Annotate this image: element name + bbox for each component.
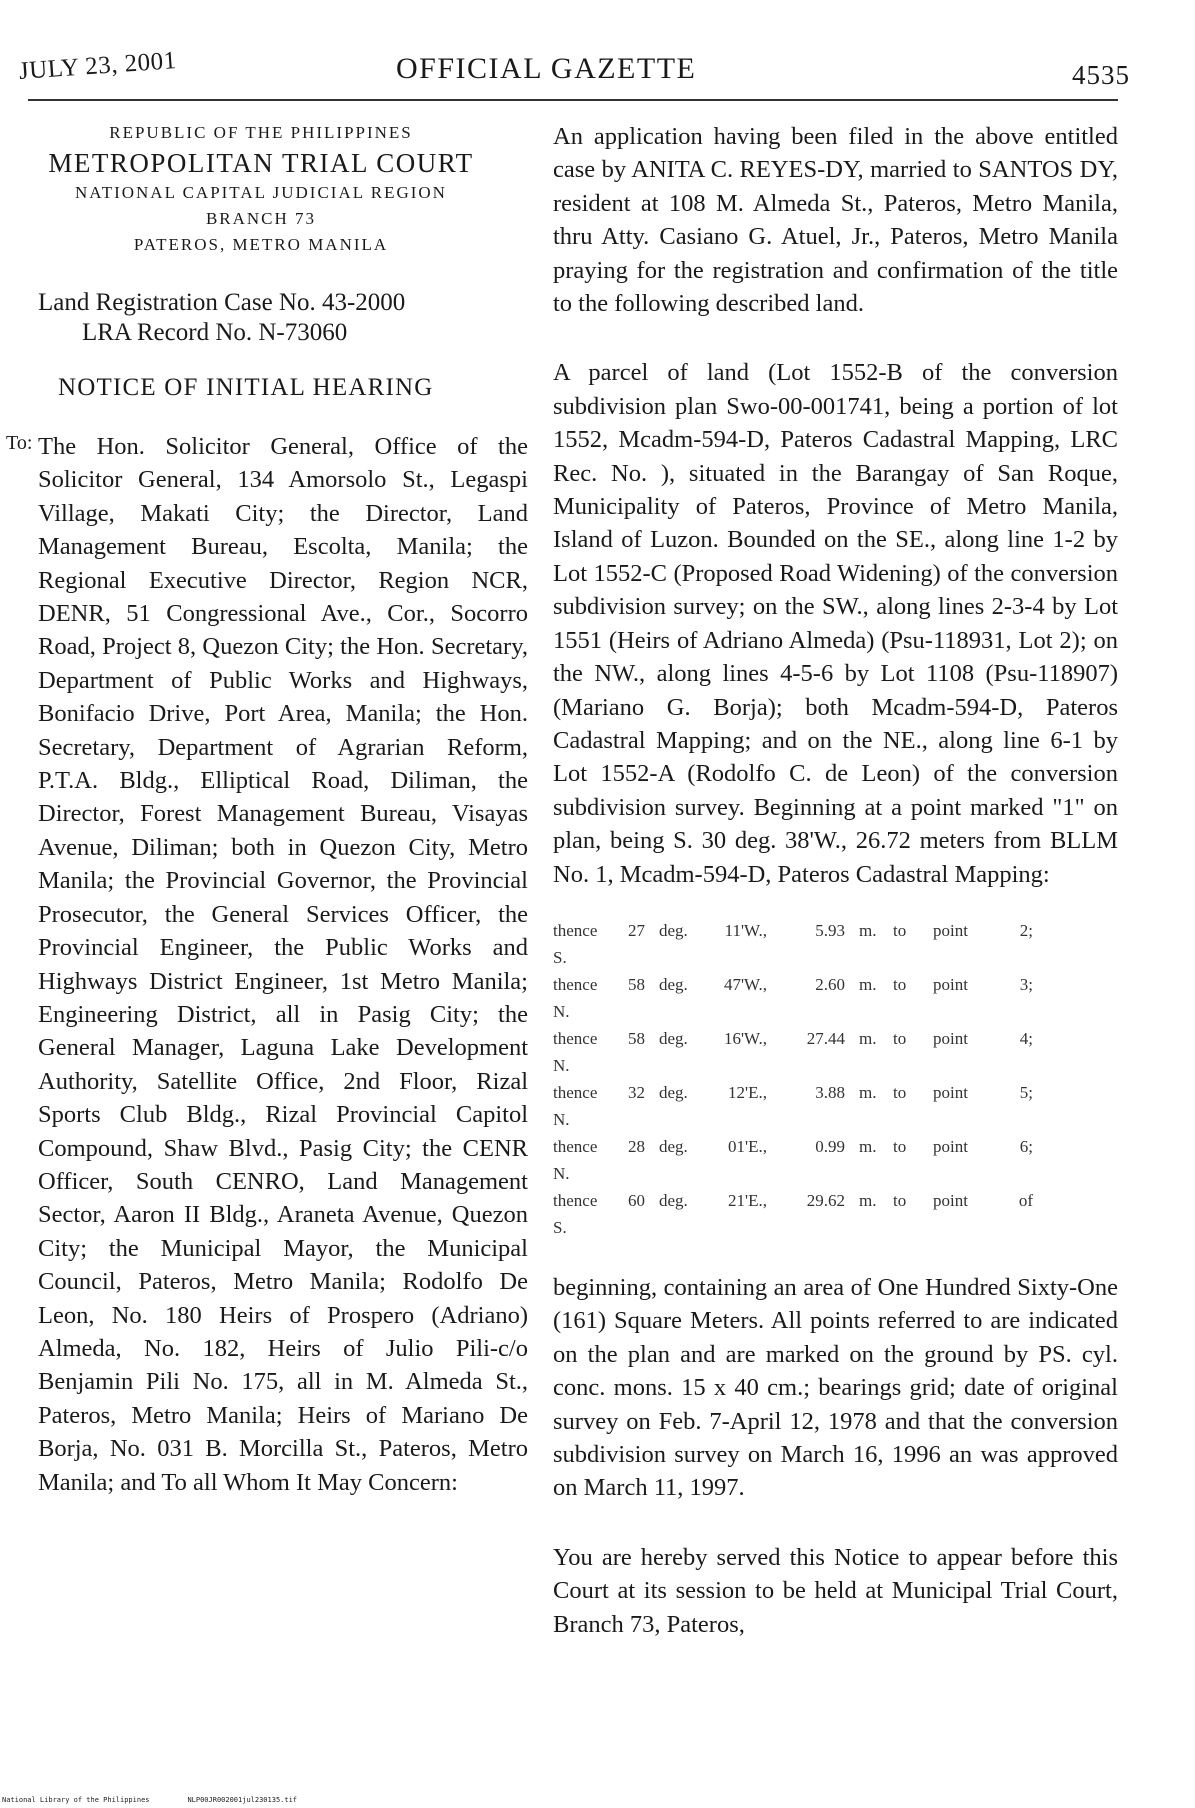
bearing-dist: 27.44 <box>806 1028 845 1048</box>
bearing-deg: 32 <box>628 1082 645 1102</box>
bearing-point: point <box>933 1190 968 1210</box>
bearing-thence: thence N. <box>553 1082 598 1129</box>
court-heading <box>46 120 476 258</box>
issue-date: JULY 23, 2001 <box>18 47 178 86</box>
addressee-list: The Hon. Solicitor General, Office of the Solicitor General, 134 Amorsolo St., Legaspi Village, Makati City; the Director, Land Management Bureau, Escolta, Manila; the Regional Executive Director, Region NCR, DENR, 51 Congressional Ave., Cor., Socorro Road, Project 8, Quezon City; the Hon. Secretary, Department of Public Works and Highways, Bonifacio Drive, Port Area, Manila; the Hon. Secretary, Department of Agrarian Reform, P.T.A. Bldg., Elliptical Road, Diliman, the Director, Forest Management Bureau, Visayas Avenue, Diliman; both in Quezon City, Metro Manila; the Provincial Governor, the Provincial Prosecutor, the General Services Officer, the Provincial Engineer, the Public Works and Highways District Engineer, 1st Metro Manila; Engineering District, all in Pasig City; the General Manager, Laguna Lake Development Authority, Satellite Office, 2nd Floor, Rizal Sports Club Bldg., Rizal Provincial Capitol Compound, Shaw Blvd., Pasig City; the CENR Officer, South CENRO, Land Management Sector, Aaron II Bldg., Araneta Avenue, Quezon City; the Municipal Mayor, the Municipal Council, Pateros, Metro Manila; Rodolfo De Leon, No. 180 Heirs of Prospero (Adriano) Almeda, No. 182, Heirs of Julio Pili-c/o Benjamin Pili No. 175, all in M. Almeda St., Pateros, Metro Manila; Heirs of Mariano De Borja, No. 031 B. Morcilla St., Pateros, Metro Manila; and To all Whom It May Concern: <box>38 433 528 1496</box>
case-number: Land Registration Case No. 43-2000 <box>38 289 406 316</box>
bearing-unit: deg. <box>659 1136 688 1156</box>
bearing-m: m. <box>859 1082 877 1102</box>
case-numbers <box>38 288 528 348</box>
bearing-dist: 0.99 <box>815 1136 845 1156</box>
bearing-thence: thence S. <box>553 920 598 967</box>
parcel-description: A parcel of land (Lot 1552-B of the conversion subdivision plan Swo-00-001741, being a portion of lot 1552, Mcadm-594-D, Pateros Cadastral Mapping, LRC Rec. No. ), situated in the Barangay of San Roque, Municipality of Pateros, Province of Metro Manila, Island of Luzon. Bounded on the SE., along line 1-2 by Lot 1552-C (Proposed Road Widening) of the conversion subdivision survey; on the SW., along lines 2-3-4 by Lot 1551 (Heirs of Adriano Almeda) (Psu-118931, Lot 2); on the NW., along lines 4-5-6 by Lot 1108 (Psu-118907) (Mariano G. Borja); both Mcadm-594-D, Pateros Cadastral Mapping; and on the NE., along line 6-1 by Lot 1552-A (Rodolfo C. de Leon) of the conversion subdivision survey. Beginning at a point marked "1" on plan, being S. 30 deg. 38'W., 26.72 meters from BLLM No. 1, Mcadm-594-D, Pateros Cadastral Mapping: <box>553 359 1118 888</box>
scan-footer <box>2 1796 297 1804</box>
bearing-to: to <box>893 1028 907 1048</box>
bearing-row <box>553 917 1113 971</box>
bearing-deg: 27 <box>628 920 645 940</box>
bearing-row <box>553 1025 1113 1079</box>
bearing-deg: 58 <box>628 974 645 994</box>
page-number: 4535 <box>1072 60 1130 90</box>
bearing-row <box>553 1187 1113 1241</box>
left-column <box>6 120 528 1499</box>
bearing-point: point <box>933 920 968 940</box>
bearing-thence: thence N. <box>553 974 598 1021</box>
bearing-m: m. <box>859 1136 877 1156</box>
footer-file: NLP00JR002001jul230135.tif <box>187 1796 298 1804</box>
bearing-unit: deg. <box>659 920 688 940</box>
addressee-block <box>6 430 528 1499</box>
bearing-target: 6; <box>1019 1136 1033 1156</box>
served-paragraph: You are hereby served this Notice to appear before this Court at its session to be held at Municipal Trial Court, Branch 73, Pateros, <box>553 1543 1118 1638</box>
bearing-m: m. <box>859 920 877 940</box>
page-header <box>18 47 1130 98</box>
bearing-unit: deg. <box>659 974 688 994</box>
branch-line: BRANCH 73 <box>205 209 317 228</box>
bearing-deg: 58 <box>628 1028 645 1048</box>
bearing-dist: 29.62 <box>806 1190 845 1210</box>
bearing-min: 21'E., <box>728 1190 767 1210</box>
judicial-region: NATIONAL CAPITAL JUDICIAL REGION <box>75 183 447 202</box>
bearing-point: point <box>933 974 968 994</box>
bearing-min: 47'W., <box>723 974 767 994</box>
bearing-unit: deg. <box>659 1028 688 1048</box>
bearing-m: m. <box>859 974 877 994</box>
bearing-m: m. <box>859 1028 877 1048</box>
bearing-row <box>553 1079 1113 1133</box>
bearing-thence: thence N. <box>553 1028 598 1075</box>
bearing-thence: thence N. <box>553 1136 598 1183</box>
bearing-min: 11'W., <box>724 920 767 940</box>
bearing-min: 16'W., <box>723 1028 767 1048</box>
bearings-table <box>553 917 1113 1241</box>
bearing-unit: deg. <box>659 1190 688 1210</box>
to-label: To: <box>6 432 33 454</box>
bearing-row <box>553 971 1113 1025</box>
bearing-point: point <box>933 1136 968 1156</box>
notice-title: NOTICE OF INITIAL HEARING <box>58 374 434 401</box>
bearing-min: 01'E., <box>728 1136 767 1156</box>
bearing-dist: 3.88 <box>815 1082 845 1102</box>
publication-title: OFFICIAL GAZETTE <box>396 52 697 85</box>
bearing-m: m. <box>859 1190 877 1210</box>
bearing-point: point <box>933 1028 968 1048</box>
court-name: METROPOLITAN TRIAL COURT <box>48 148 474 178</box>
bearing-min: 12'E., <box>728 1082 767 1102</box>
republic-line: REPUBLIC OF THE PHILIPPINES <box>109 123 413 142</box>
bearing-unit: deg. <box>659 1082 688 1102</box>
application-paragraph: An application having been filed in the above entitled case by ANITA C. REYES-DY, married to SANTOS DY, resident at 108 M. Almeda St., Pateros, Metro Manila, thru Atty. Casiano G. Atuel, Jr., Pateros, Metro Manila praying for the registration and confirmation of the title to the following described land. <box>553 123 1118 318</box>
bearing-deg: 60 <box>628 1190 645 1210</box>
bearing-target: 5; <box>1019 1082 1033 1102</box>
bearing-row <box>553 1133 1113 1187</box>
bearing-target: 3; <box>1019 974 1033 994</box>
bearing-point: point <box>933 1082 968 1102</box>
bearing-to: to <box>893 974 907 994</box>
record-number: LRA Record No. N-73060 <box>82 319 348 346</box>
bearing-deg: 28 <box>628 1136 645 1156</box>
bearing-dist: 2.60 <box>815 974 845 994</box>
bearing-dist: 5.93 <box>815 920 845 940</box>
area-paragraph: beginning, containing an area of One Hundred Sixty-One (161) Square Meters. All points referred to are indicated on the plan and are marked on the ground by PS. cyl. conc. mons. 15 x 40 cm.; bearings grid; date of original survey on Feb. 7-April 12, 1978 and that the conversion subdivision survey on March 16, 1996 an was approved on March 11, 1997. <box>553 1273 1118 1502</box>
header-rule <box>28 99 1118 101</box>
footer-library: National Library of the Philippines <box>2 1796 150 1804</box>
location-line: PATEROS, METRO MANILA <box>133 235 389 254</box>
bearing-to: to <box>893 1190 907 1210</box>
right-column <box>553 120 1118 1641</box>
bearing-target: 4; <box>1019 1028 1033 1048</box>
bearing-to: to <box>893 1082 907 1102</box>
bearing-thence: thence S. <box>553 1190 598 1237</box>
bearing-to: to <box>893 1136 907 1156</box>
bearing-target: 2; <box>1019 920 1033 940</box>
bearing-to: to <box>893 920 907 940</box>
bearing-target: of <box>1018 1190 1033 1210</box>
